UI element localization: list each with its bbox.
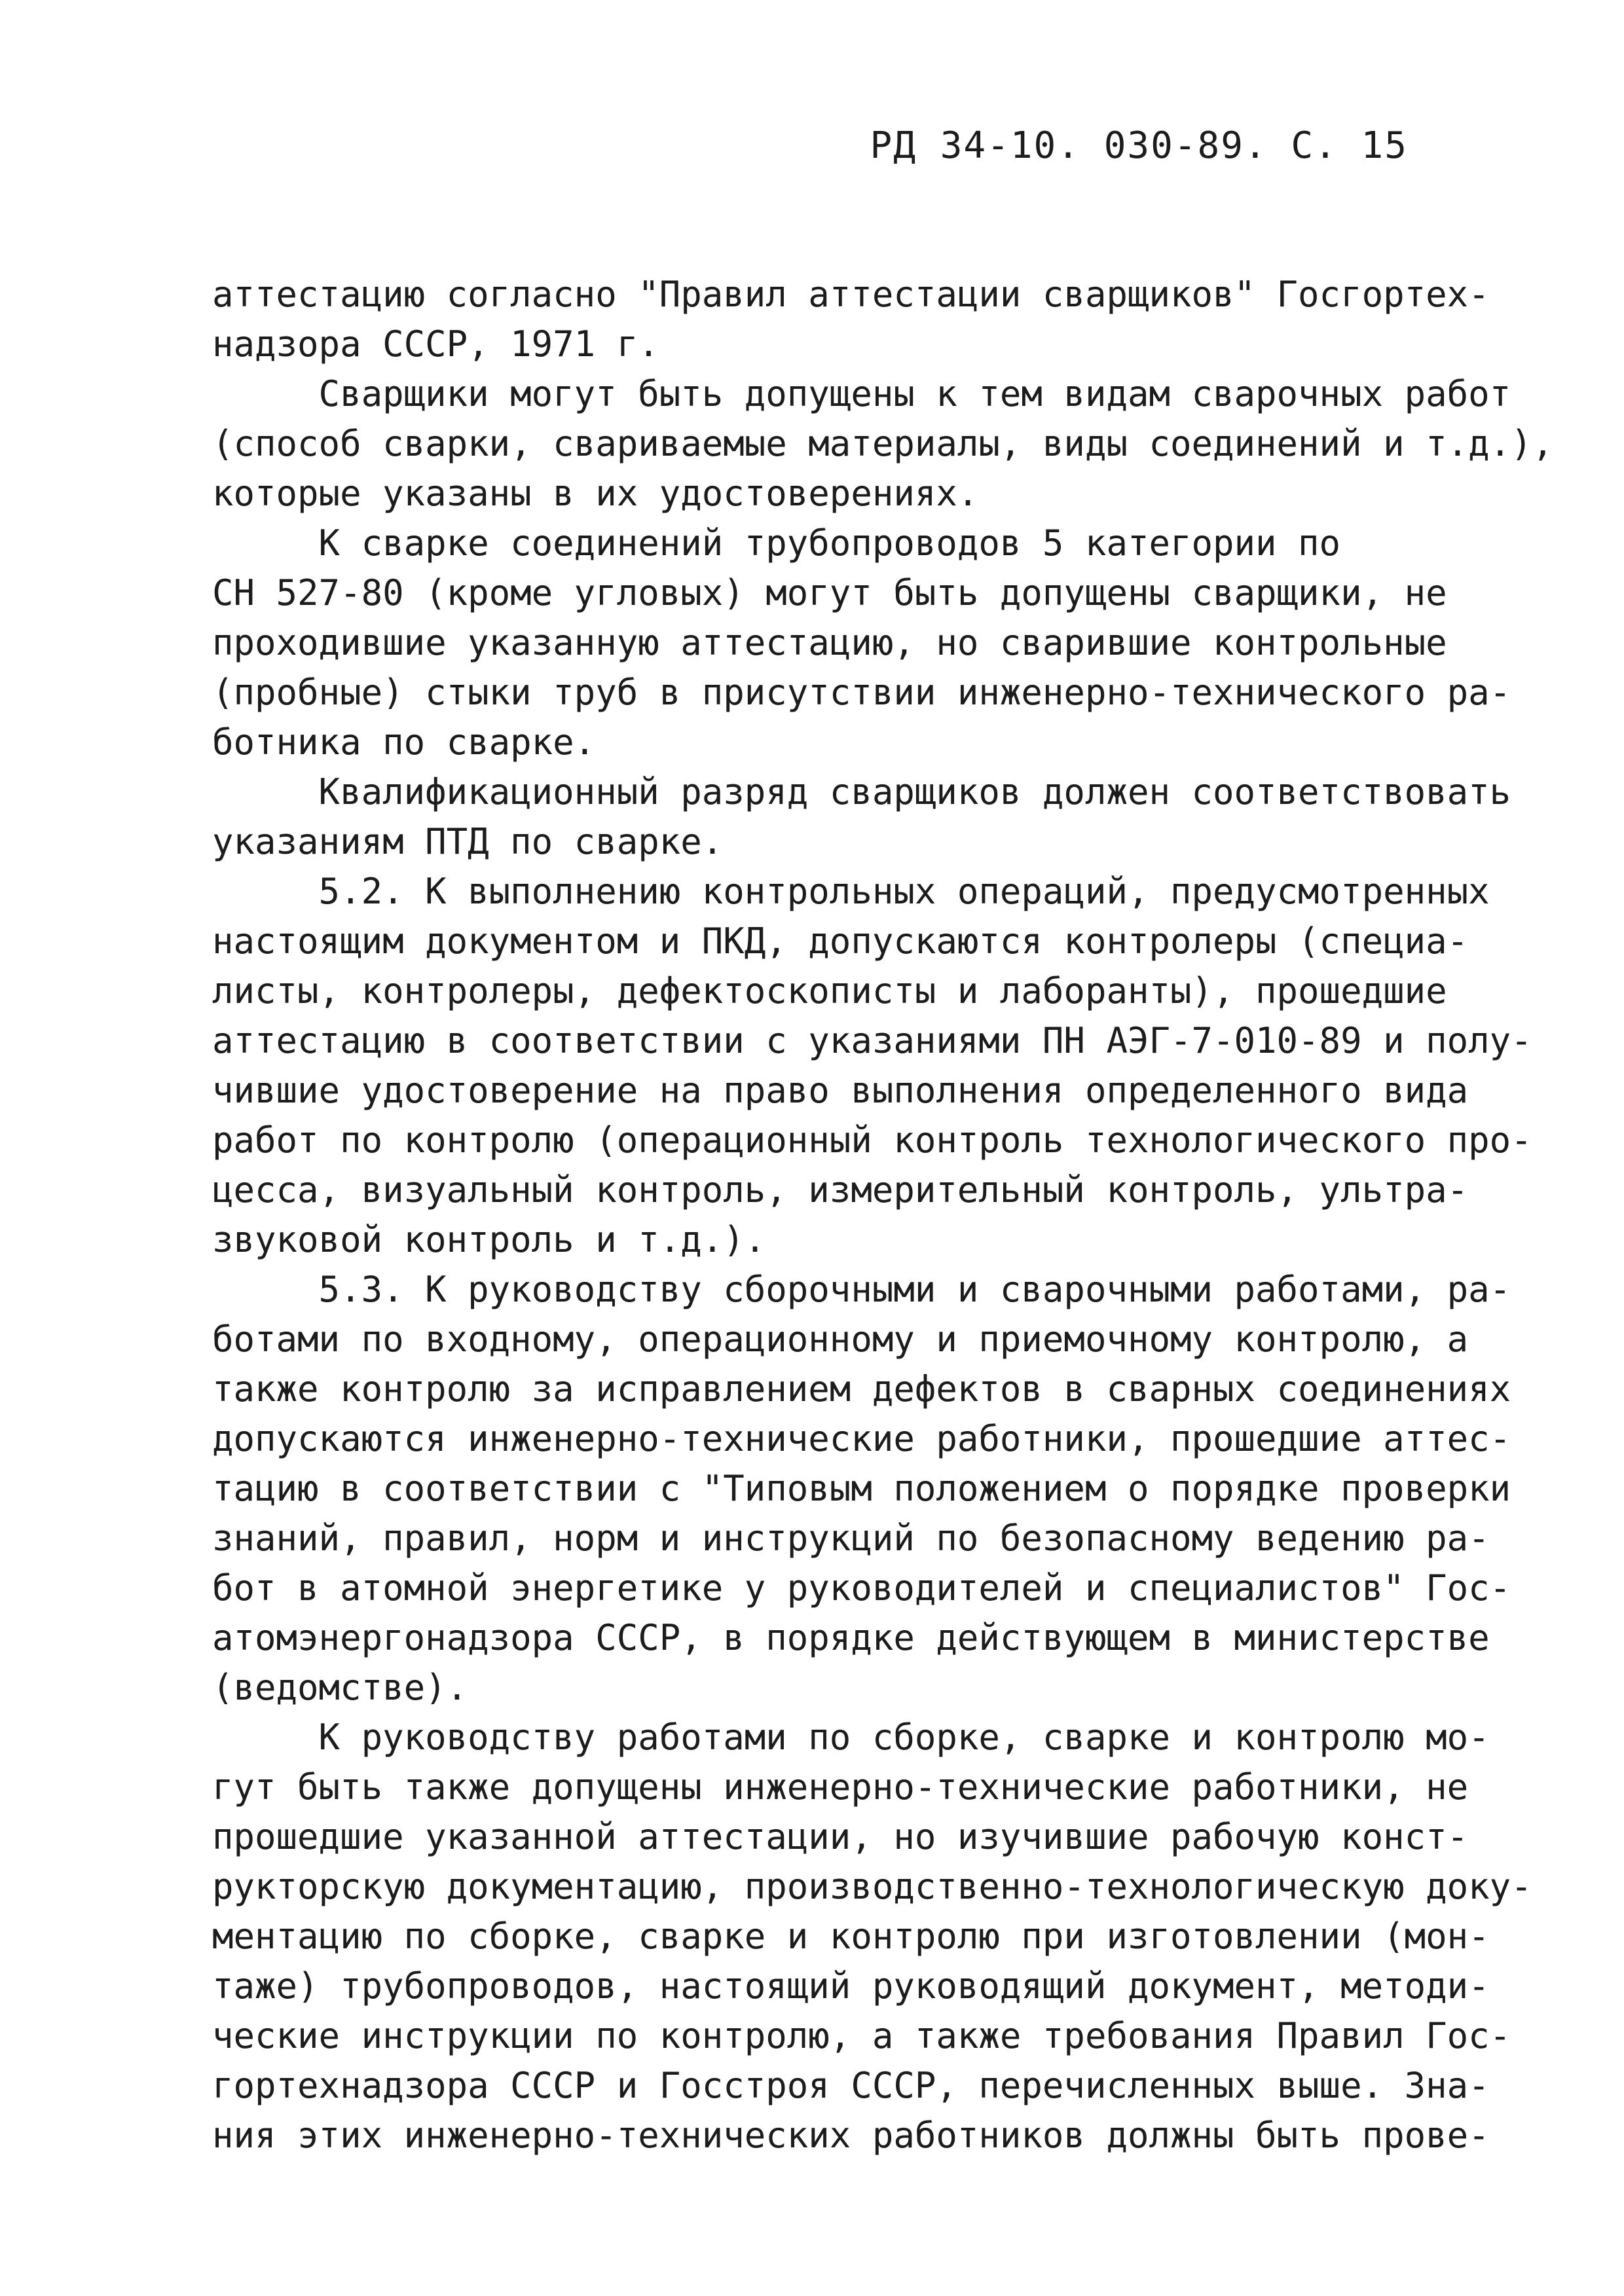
text-line: надзора СССР, 1971 г. [212,323,659,365]
text-line: указаниям ПТД по сварке. [212,821,724,862]
paragraph-attestation-rules [212,270,1509,369]
section-5-3 [212,1265,1509,1713]
text-line: ментацию по сборке, сварке и контролю при изготовлении (мон- [212,1916,1490,1957]
paragraph-welders-admission [212,369,1554,519]
text-line: гут быть также допущены инженерно-технические работники, не [212,1766,1469,1808]
text-line: ния этих инженерно-технических работников должны быть прове- [212,2115,1490,2156]
text-line: проходившие указанную аттестацию, но сварившие контрольные [212,622,1447,663]
paragraph-management-admission [212,1713,1532,2160]
text-line: К руководству работами по сборке, сварке и контролю мо- [212,1717,1490,1758]
text-line: СН 527-80 (кроме угловых) могут быть допущены сварщики, не [212,572,1447,613]
document-reference-header: РД 34-10. 030-89. С. 15 [870,124,1408,167]
paragraph-qualification-grade [212,767,1509,867]
text-line: ческие инструкции по контролю, а также требования Правил Гос- [212,2015,1511,2056]
text-line: гортехнадзора СССР и Госстроя СССР, перечисленных выше. Зна- [212,2065,1490,2106]
text-line: прошедшие указанной аттестации, но изучившие рабочую конст- [212,1816,1469,1857]
text-line: 5.3. К руководству сборочными и сварочными работами, ра- [212,1269,1511,1310]
text-line: К сварке соединений трубопроводов 5 категории по [212,522,1341,564]
text-line: работ по контролю (операционный контроль технологического про- [212,1120,1532,1161]
text-line: 5.2. К выполнению контрольных операций, предусмотренных [212,871,1490,912]
text-line: бот в атомной энергетике у руководителей и специалистов" Гос- [212,1567,1511,1609]
text-line: ботника по сварке. [212,721,596,763]
text-line: звуковой контроль и т.д.). [212,1219,766,1260]
text-line: (способ сварки, свариваемые материалы, виды соединений и т.д.), [212,423,1554,464]
text-line: настоящим документом и ПКД, допускаются контролеры (специа- [212,920,1469,962]
text-line: также контролю за исправлением дефектов в сварных соединениях [212,1368,1511,1410]
text-line: Квалификационный разряд сварщиков должен соответствовать [212,771,1511,812]
text-line: тацию в соответствии с "Типовым положением о порядке проверки [212,1468,1511,1509]
text-line: аттестацию в соответствии с указаниями ПН АЭГ-7-010-89 и полу- [212,1020,1532,1061]
text-line: ботами по входному, операционному и приемочному контролю, а [212,1319,1469,1360]
text-line: атомэнергонадзора СССР, в порядке действующем в министерстве [212,1617,1490,1658]
text-line: (пробные) стыки труб в присутствии инженерно-технического ра- [212,672,1511,713]
text-line: листы, контролеры, дефектоскописты и лаборанты), прошедшие [212,970,1447,1011]
text-line: аттестацию согласно "Правил аттестации сварщиков" Госгортех- [212,274,1490,315]
text-line: которые указаны в их удостоверениях. [212,473,979,514]
text-line: допускаются инженерно-технические работники, прошедшие аттес- [212,1418,1511,1459]
document-body [212,270,1554,2160]
text-line: цесса, визуальный контроль, измерительный контроль, ультра- [212,1169,1469,1211]
paragraph-category-5-welding [212,519,1509,767]
text-line: чившие удостоверение на право выполнения определенного вида [212,1070,1469,1111]
text-line: Сварщики могут быть допущены к тем видам сварочных работ [212,373,1511,414]
section-5-2 [212,867,1532,1265]
text-line: рукторскую документацию, производственно-технологическую доку- [212,1866,1532,1907]
text-line: таже) трубопроводов, настоящий руководящий документ, методи- [212,1965,1490,2007]
text-line: (ведомстве). [212,1667,468,1708]
text-line: знаний, правил, норм и инструкций по безопасному ведению ра- [212,1518,1490,1559]
